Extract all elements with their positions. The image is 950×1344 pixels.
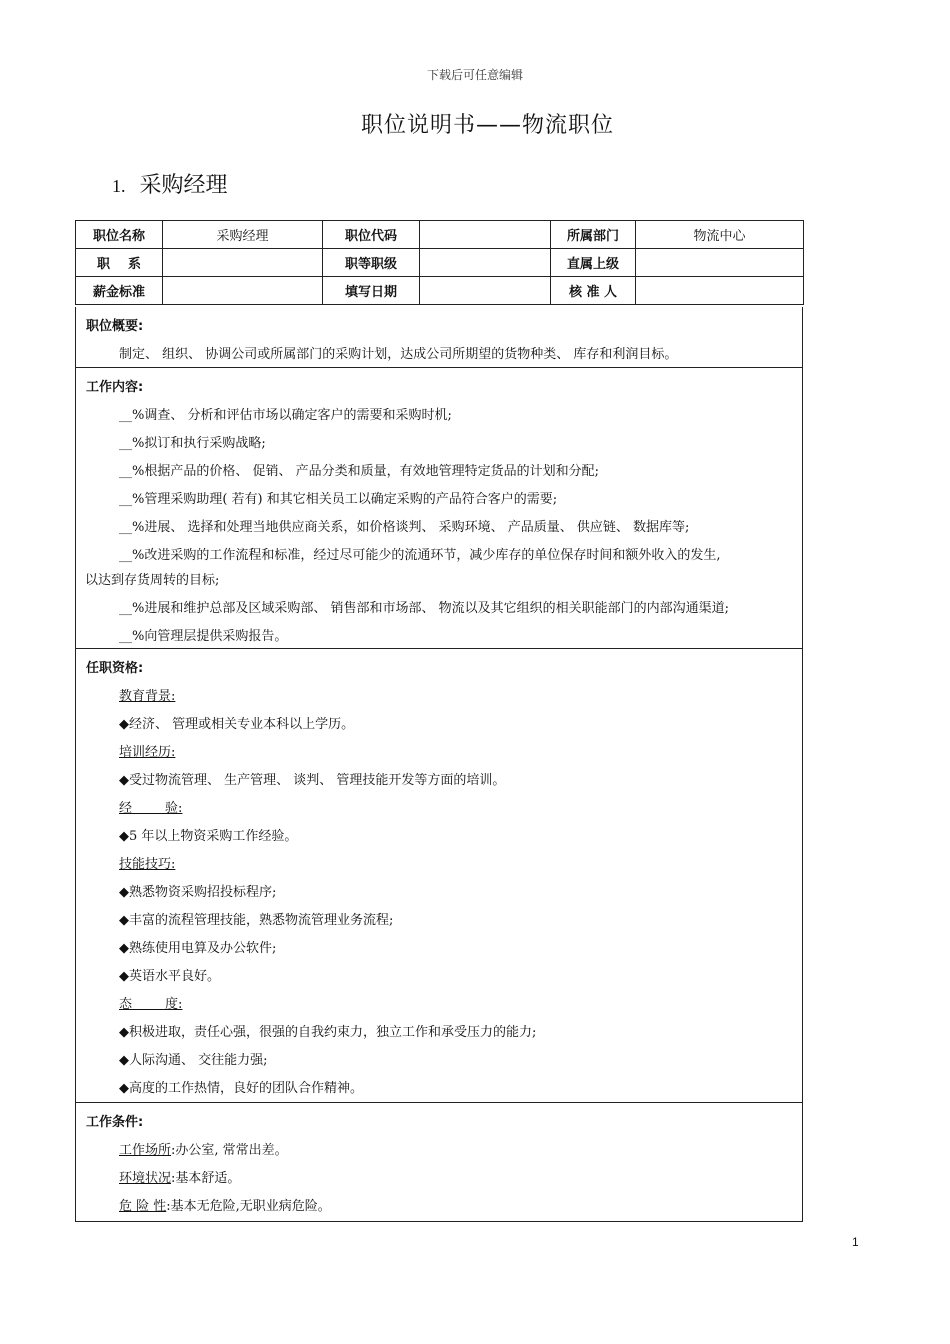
list-item: __%向管理层提供采购报告。 bbox=[119, 629, 288, 644]
list-item: __%管理采购助理( 若有) 和其它相关员工以确定采购的产品符合客户的需要; bbox=[119, 492, 558, 507]
section-heading bbox=[112, 168, 228, 199]
education-text: ◆经济、 管理或相关专业本科以上学历。 bbox=[119, 717, 355, 732]
value-salary bbox=[163, 277, 323, 305]
list-item: __%根据产品的价格、 促销、 产品分类和质量，有效地管理特定货品的计划和分配; bbox=[119, 464, 599, 479]
document-title: 职位说明书——物流职位 bbox=[360, 113, 614, 138]
value-position-name: 采购经理 bbox=[163, 221, 323, 249]
location-text: :办公室, 常常出差。 bbox=[171, 1143, 288, 1158]
label-supervisor: 直属上级 bbox=[551, 249, 636, 277]
value-approver bbox=[636, 277, 804, 305]
list-item: __%改进采购的工作流程和标准，经过尽可能少的流通环节，减少库存的单位保存时间和额外收入的发生, bbox=[119, 548, 721, 563]
list-item: __%拟订和执行采购战略; bbox=[119, 436, 266, 451]
overview-section bbox=[75, 307, 803, 368]
section-number: 1. bbox=[112, 176, 126, 196]
table-row bbox=[76, 277, 804, 305]
environment-text: :基本舒适。 bbox=[171, 1171, 241, 1186]
value-position-code bbox=[420, 221, 551, 249]
experience-text: ◆5 年以上物资采购工作经验。 bbox=[119, 829, 298, 844]
label-job-family: 职 系 bbox=[76, 249, 163, 277]
section-title: 采购经理 bbox=[139, 173, 228, 198]
value-fill-date bbox=[420, 277, 551, 305]
qualifications-section bbox=[75, 649, 803, 1103]
risk-text: :基本无危险,无职业病危险。 bbox=[166, 1199, 331, 1214]
skills-label: 技能技巧: bbox=[119, 857, 176, 872]
location-label: 工作场所 bbox=[119, 1143, 172, 1158]
value-grade bbox=[420, 249, 551, 277]
duties-section bbox=[75, 368, 803, 649]
list-item-continuation: 以达到存货周转的目标; bbox=[85, 573, 220, 588]
table-row bbox=[76, 221, 804, 249]
page-number: 1 bbox=[852, 1235, 859, 1249]
list-item: ◆熟悉物资采购招投标程序; bbox=[119, 885, 277, 900]
risk-line bbox=[119, 1195, 331, 1214]
qualifications-title: 任职资格: bbox=[86, 661, 144, 676]
label-approver: 核 准 人 bbox=[551, 277, 636, 305]
list-item: ◆英语水平良好。 bbox=[119, 969, 220, 984]
label-grade: 职等职级 bbox=[323, 249, 420, 277]
environment-label: 环境状况 bbox=[119, 1171, 172, 1186]
overview-title: 职位概要: bbox=[86, 319, 144, 334]
list-item: __%进展和维护总部及区域采购部、 销售部和市场部、 物流以及其它组织的相关职能部门的内部沟通渠道; bbox=[119, 601, 729, 616]
label-position-code: 职位代码 bbox=[323, 221, 420, 249]
value-supervisor bbox=[636, 249, 804, 277]
list-item: ◆人际沟通、 交往能力强; bbox=[119, 1053, 268, 1068]
label-position-name: 职位名称 bbox=[76, 221, 163, 249]
training-text: ◆受过物流管理、 生产管理、 谈判、 管理技能开发等方面的培训。 bbox=[119, 773, 506, 788]
table-row bbox=[76, 249, 804, 277]
value-department: 物流中心 bbox=[636, 221, 804, 249]
list-item: ◆丰富的流程管理技能，熟悉物流管理业务流程; bbox=[119, 913, 394, 928]
list-item: ◆积极进取，责任心强，很强的自我约束力，独立工作和承受压力的能力; bbox=[119, 1025, 537, 1040]
value-job-family bbox=[163, 249, 323, 277]
location-line bbox=[119, 1139, 288, 1158]
label-department: 所属部门 bbox=[551, 221, 636, 249]
experience-label: 经 验: bbox=[119, 801, 183, 816]
risk-label: 危 险 性 bbox=[119, 1199, 167, 1214]
list-item: __%进展、 选择和处理当地供应商关系，如价格谈判、 采购环境、 产品质量、 供应链、 数据库等; bbox=[119, 520, 690, 535]
overview-text: 制定、 组织、 协调公司或所属部门的采购计划，达成公司所期望的货物种类、 库存和利润目标。 bbox=[119, 347, 678, 362]
list-item: __%调查、 分析和评估市场以确定客户的需要和采购时机; bbox=[119, 408, 452, 423]
position-info-table bbox=[75, 220, 804, 305]
education-label: 教育背景: bbox=[119, 689, 176, 704]
list-item: ◆高度的工作热情，良好的团队合作精神。 bbox=[119, 1081, 363, 1096]
conditions-section bbox=[75, 1103, 803, 1222]
label-fill-date: 填写日期 bbox=[323, 277, 420, 305]
attitude-label: 态 度: bbox=[119, 997, 183, 1012]
conditions-title: 工作条件: bbox=[86, 1115, 144, 1130]
header-note: 下载后可任意编辑 bbox=[426, 68, 523, 82]
training-label: 培训经历: bbox=[119, 745, 176, 760]
duties-title: 工作内容: bbox=[86, 380, 144, 395]
label-salary: 薪金标准 bbox=[76, 277, 163, 305]
environment-line bbox=[119, 1167, 240, 1186]
list-item: ◆熟练使用电算及办公软件; bbox=[119, 941, 277, 956]
